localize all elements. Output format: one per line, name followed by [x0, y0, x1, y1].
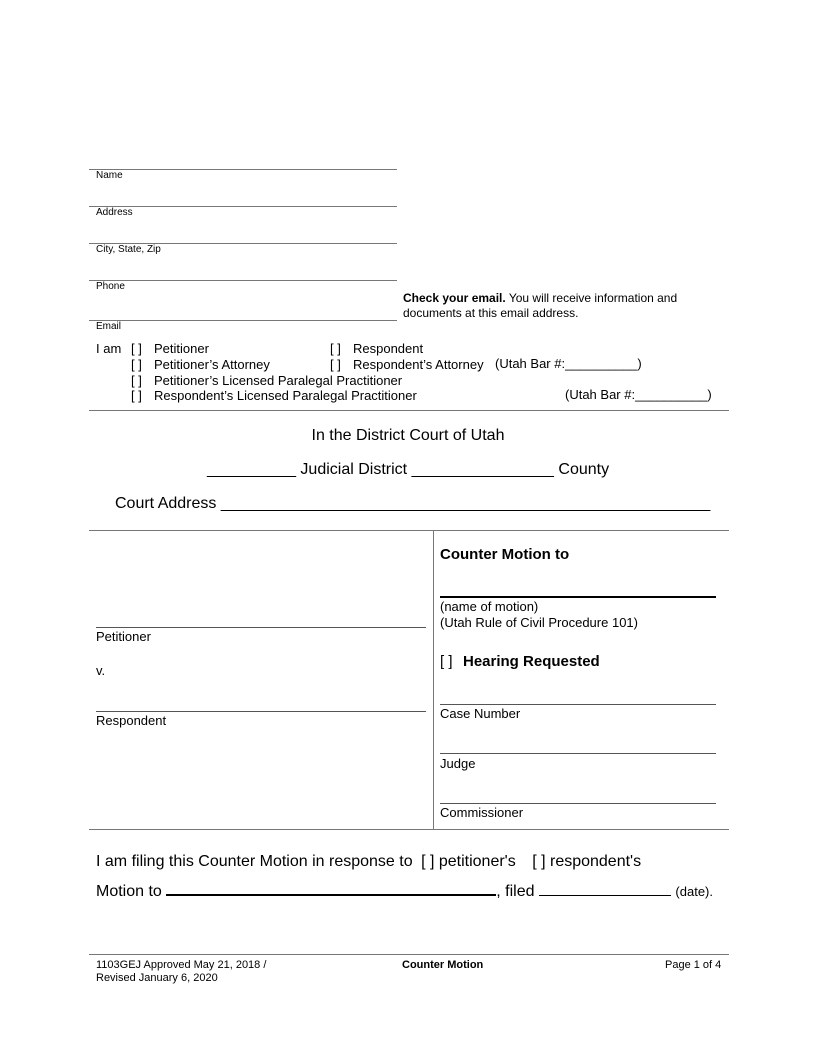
motion-to-statement: [96, 880, 713, 901]
date-label: (date).: [675, 884, 713, 899]
section-divider: [89, 410, 729, 411]
phone-label: Phone: [96, 281, 125, 292]
petitioner-attorney-checkbox[interactable]: [ ]: [131, 357, 142, 372]
name-label: Name: [96, 170, 123, 181]
filing-statement-start: I am filing this Counter Motion in response to: [96, 853, 413, 870]
utah-bar-number-1[interactable]: (Utah Bar #:__________): [495, 356, 642, 371]
pet-paralegal-checkbox[interactable]: [ ]: [131, 373, 142, 388]
footer-form-id: [96, 959, 266, 985]
petitioners-checkbox[interactable]: [ ]: [421, 853, 435, 870]
motion-name-line[interactable]: [440, 596, 716, 598]
respondents-option: respondent's: [549, 853, 642, 870]
email-note: [403, 291, 677, 321]
pet-paralegal-option: Petitioner’s Licensed Paralegal Practitioner: [154, 373, 403, 388]
caption-top-border: [89, 530, 729, 531]
petitioner-caption-label: Petitioner: [96, 629, 151, 644]
petitioner-attorney-option: Petitioner’s Attorney: [154, 357, 270, 372]
form-id: 1103GEJ Approved May 21, 2018 /: [96, 959, 267, 971]
revised-date: Revised January 6, 2020: [96, 972, 218, 984]
commissioner-line[interactable]: [440, 803, 716, 804]
footer-title: Counter Motion: [402, 959, 484, 971]
judge-line[interactable]: [440, 753, 716, 754]
motion-to-input[interactable]: [166, 880, 496, 896]
commissioner-label: Commissioner: [440, 805, 524, 820]
respondent-attorney-option: Respondent’s Attorney: [353, 357, 484, 372]
address-label: Address: [96, 207, 133, 218]
resp-paralegal-checkbox[interactable]: [ ]: [131, 388, 142, 403]
counter-motion-heading: Counter Motion to: [440, 546, 570, 563]
email-note-line2: documents at this email address.: [403, 306, 579, 320]
filing-statement: [96, 853, 641, 871]
email-note-rest: You will receive information and: [505, 291, 678, 305]
court-address-line[interactable]: Court Address _______________________________________________________: [115, 495, 711, 512]
hearing-requested-checkbox[interactable]: [ ]: [440, 653, 453, 670]
city-state-zip-label: City, State, Zip: [96, 244, 161, 255]
email-label: Email: [96, 321, 122, 332]
motion-to-label: Motion to: [96, 883, 162, 900]
versus-label: v.: [96, 663, 106, 678]
respondent-checkbox[interactable]: [ ]: [330, 341, 341, 356]
i-am-label: I am: [96, 341, 122, 356]
name-line[interactable]: [89, 169, 397, 170]
email-note-bold: Check your email.: [403, 291, 506, 305]
petitioner-option: Petitioner: [154, 341, 209, 356]
respondent-name-line[interactable]: [96, 711, 426, 712]
name-of-motion-label: (name of motion): [440, 599, 539, 614]
respondents-checkbox[interactable]: [ ]: [532, 853, 546, 870]
caption-divider: [433, 530, 434, 829]
utah-bar-number-2[interactable]: (Utah Bar #:__________): [565, 387, 712, 402]
respondent-caption-label: Respondent: [96, 713, 167, 728]
page-number: Page 1 of 4: [665, 959, 722, 971]
footer-divider: [89, 954, 729, 955]
district-county-line[interactable]: __________ Judicial District ________________ County: [207, 461, 610, 478]
petitioner-name-line[interactable]: [96, 627, 426, 628]
caption-bottom-border: [89, 829, 729, 830]
case-number-line[interactable]: [440, 704, 716, 705]
filed-label: , filed: [496, 883, 535, 900]
respondent-attorney-checkbox[interactable]: [ ]: [330, 357, 341, 372]
hearing-requested-label: Hearing Requested: [463, 653, 600, 670]
petitioner-checkbox[interactable]: [ ]: [131, 341, 142, 356]
court-title: In the District Court of Utah: [311, 427, 505, 444]
case-number-label: Case Number: [440, 706, 521, 721]
filed-date-input[interactable]: [539, 881, 671, 896]
phone-line[interactable]: [89, 280, 397, 281]
email-line[interactable]: [89, 320, 397, 321]
address-line[interactable]: [89, 206, 397, 207]
rule-label: (Utah Rule of Civil Procedure 101): [440, 615, 638, 630]
resp-paralegal-option: Respondent’s Licensed Paralegal Practitioner: [154, 388, 417, 403]
judge-label: Judge: [440, 756, 476, 771]
petitioners-option: petitioner's: [438, 853, 516, 870]
respondent-option: Respondent: [353, 341, 424, 356]
